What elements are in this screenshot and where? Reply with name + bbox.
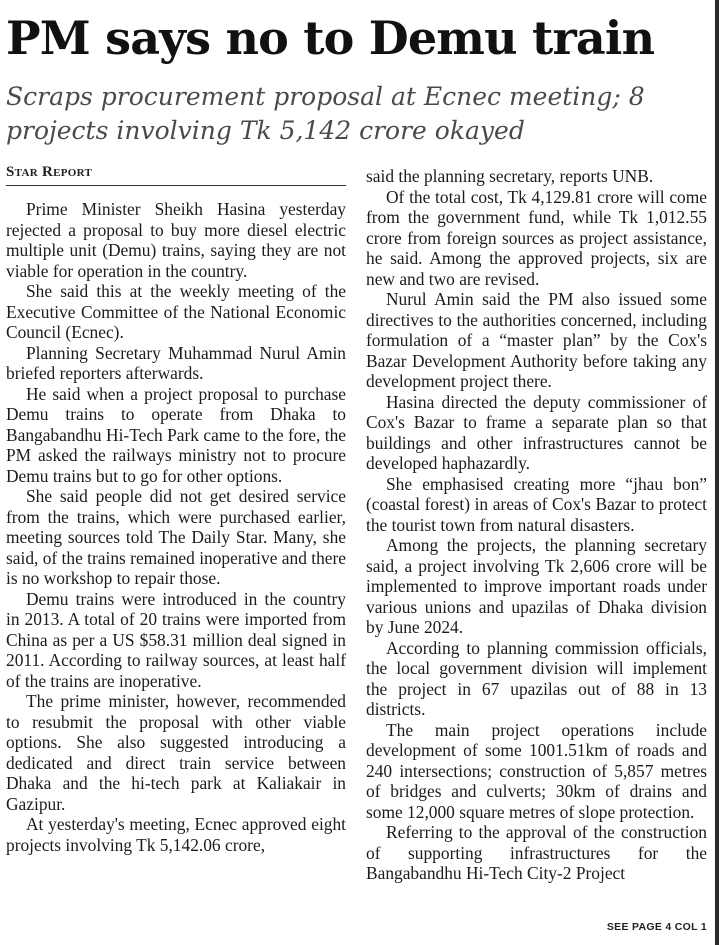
page-edge-shadow bbox=[715, 0, 719, 945]
left-column bbox=[6, 199, 346, 855]
paragraph: She said this at the weekly meeting of the Executive Committee of the National Economic Council (Ecnec). bbox=[6, 281, 346, 342]
paragraph: He said when a project proposal to purchase Demu trains to operate from Dhaka to Bangabandhu Hi-Tech Park came to the fore, the PM asked the railways ministry not to procure Demu trains but to go for other options. bbox=[6, 383, 346, 486]
right-column bbox=[366, 166, 707, 884]
paragraph: She said people did not get desired service from the trains, which were purchased earlier, meeting sources told The Daily Star. Many, she said, of the trains remained inoperative and there is no workshop to repair those. bbox=[6, 486, 346, 588]
jump-line: SEE PAGE 4 COL 1 bbox=[606, 921, 707, 933]
paragraph: Planning Secretary Muhammad Nurul Amin briefed reporters afterwards. bbox=[6, 342, 346, 383]
paragraph: The prime minister, however, recommended to resubmit the proposal with other viable options. She also suggested introducing a dedicated and direct train service between Dhaka and the hi-tech park at Kaliakair in Gazipur. bbox=[6, 691, 346, 814]
paragraph: The main project operations include development of some 1001.51km of roads and 240 intersections; construction of 5,857 metres of bridges and culverts; 30km of drains and some 12,000 square metres of slope protection. bbox=[366, 719, 707, 822]
paragraph: At yesterday's meeting, Ecnec approved eight projects involving Tk 5,142.06 crore, bbox=[6, 814, 346, 855]
paragraph: Nurul Amin said the PM also issued some directives to the authorities concerned, including formulation of a “master plan” by the Cox's Bazar Development Authority before taking any development project there. bbox=[366, 289, 707, 391]
paragraph: Referring to the approval of the construction of supporting infrastructures for the Bangabandhu Hi-Tech City-2 Project bbox=[366, 822, 707, 883]
paragraph: According to planning commission officials, the local government division will implement the project in 67 upazilas out of 88 in 13 districts. bbox=[366, 637, 707, 719]
subheadline: Scraps procurement proposal at Ecnec meeting; 8 projects involving Tk 5,142 crore okayed bbox=[6, 82, 645, 145]
paragraph: Of the total cost, Tk 4,129.81 crore will come from the government fund, while Tk 1,012.55 crore from foreign sources as project assistance, he said. Among the approved projects, six are new and two are revised. bbox=[366, 186, 707, 289]
byline-rule bbox=[6, 185, 346, 186]
paragraph: She emphasised creating more “jhau bon” (coastal forest) in areas of Cox's Bazar to protect the tourist town from natural disasters. bbox=[366, 473, 707, 535]
headline: PM says no to Demu train bbox=[6, 11, 655, 65]
paragraph: Prime Minister Sheikh Hasina yesterday rejected a proposal to buy more diesel electric multiple unit (Demu) trains, saying they are not viable for operation in the country. bbox=[6, 199, 346, 281]
paragraph: Among the projects, the planning secretary said, a project involving Tk 2,606 crore will be implemented to improve important roads under various unions and upazilas of Dhaka division by June 2024. bbox=[366, 535, 707, 637]
byline: Star Report bbox=[6, 164, 93, 180]
paragraph: Demu trains were introduced in the country in 2013. A total of 20 trains were imported from China as per a US $58.31 million deal signed in 2011. According to railway sources, at least half of the trains are inoperative. bbox=[6, 588, 346, 691]
paragraph: Hasina directed the deputy commissioner of Cox's Bazar to frame a separate plan so that buildings and other infrastructures cannot be developed haphazardly. bbox=[366, 391, 707, 473]
paragraph-continuation: said the planning secretary, reports UNB. bbox=[366, 166, 654, 186]
